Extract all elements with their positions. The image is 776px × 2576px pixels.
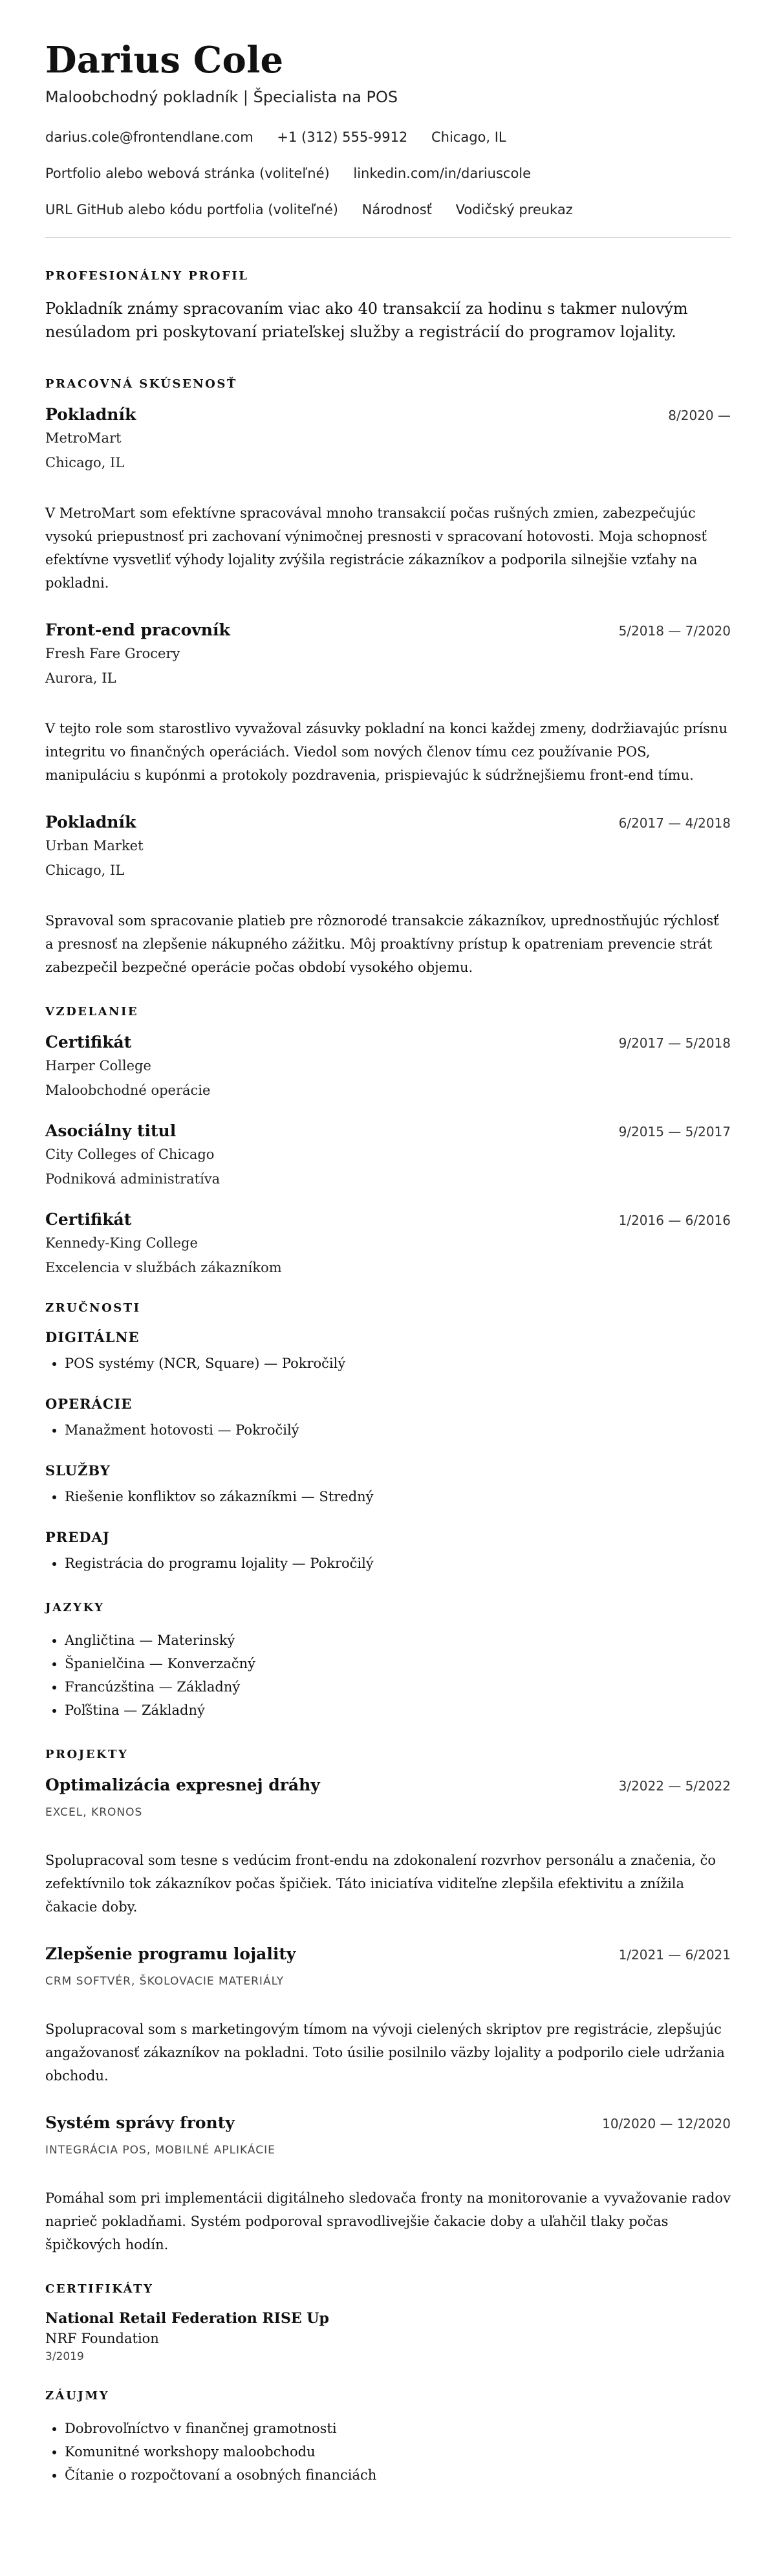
- skill-item: • Registrácia do programu lojality — Pokročilý: [65, 1552, 731, 1575]
- job-title: Pokladník: [45, 405, 136, 424]
- project-entry: [45, 1776, 731, 1919]
- education-entry: [45, 1033, 731, 1098]
- job-title: Front-end pracovník: [45, 621, 230, 639]
- project-tech: INTEGRÁCIA POS, MOBILNÉ APLIKÁCIE: [45, 2144, 275, 2157]
- experience-entry: [45, 813, 731, 979]
- project-description: Spolupracoval som tesne s vedúcim front-endu na zdokonalení rozvrhov personálu a značenia, čo zefektívnilo tok zákazníkov počas špičiek. Táto iniciatíva viditeľne zlepšila efektivitu a znížila čakacie doby.: [45, 1853, 717, 1915]
- linkedin-text: linkedin.com/in/dariuscole: [353, 166, 532, 181]
- location-text: Chicago, IL: [431, 129, 506, 145]
- candidate-headline: Maloobchodný pokladník | Špecialista na POS: [45, 88, 398, 106]
- degree-title: Certifikát: [45, 1210, 132, 1229]
- project-dates: 3/2022 — 5/2022: [618, 1778, 731, 1794]
- project-dates: 10/2020 — 12/2020: [602, 2116, 731, 2131]
- project-entry: [45, 1944, 731, 2087]
- certificates-heading: CERTIFIKÁTY: [45, 2282, 154, 2296]
- experience-entry: [45, 621, 731, 787]
- project-title: Systém správy fronty: [45, 2113, 235, 2132]
- project-title: Zlepšenie programu lojality: [45, 1944, 296, 1963]
- certificate-issuer: NRF Foundation: [45, 2331, 159, 2346]
- profile-heading: PROFESIONÁLNY PROFIL: [45, 269, 249, 283]
- certificates-section: [45, 2282, 731, 2363]
- education-heading: VZDELANIE: [45, 1005, 139, 1018]
- project-title: Optimalizácia expresnej dráhy: [45, 1776, 320, 1794]
- certificate-name: National Retail Federation RISE Up: [45, 2310, 329, 2327]
- experience-section: [45, 377, 731, 979]
- degree-dates: 1/2016 — 6/2016: [618, 1213, 731, 1228]
- degree-title: Certifikát: [45, 1033, 132, 1051]
- project-dates: 1/2021 — 6/2021: [618, 1947, 731, 1963]
- interest-list: [45, 2417, 731, 2487]
- skill-category: OPERÁCIE: [45, 1396, 133, 1412]
- school-name: Kennedy-King College: [45, 1235, 198, 1251]
- skill-category: PREDAJ: [45, 1529, 110, 1545]
- experience-heading: PRACOVNÁ SKÚSENOSŤ: [45, 377, 237, 391]
- degree-dates: 9/2015 — 5/2017: [618, 1124, 731, 1139]
- skill-list: [45, 1352, 731, 1375]
- experience-entry: [45, 405, 731, 595]
- interests-section: [45, 2389, 731, 2487]
- language-list: [45, 1629, 731, 1722]
- contact-row-3: [45, 201, 731, 219]
- language-item: • Poľština — Základný: [65, 1699, 731, 1722]
- candidate-name: Darius Cole: [45, 39, 284, 82]
- degree-field: Maloobchodné operácie: [45, 1083, 211, 1098]
- interest-item: • Komunitné workshopy maloobchodu: [65, 2440, 731, 2463]
- job-company: MetroMart: [45, 430, 122, 446]
- languages-heading: JAZYKY: [45, 1601, 105, 1614]
- job-location: Chicago, IL: [45, 863, 125, 878]
- school-name: Harper College: [45, 1058, 151, 1073]
- skill-category: SLUŽBY: [45, 1462, 111, 1479]
- projects-heading: PROJEKTY: [45, 1748, 129, 1761]
- portfolio-text: Portfolio alebo webová stránka (voliteľné): [45, 166, 330, 181]
- interest-item: • Dobrovoľníctvo v finančnej gramotnosti: [65, 2417, 731, 2440]
- education-entry: [45, 1210, 731, 1275]
- job-dates: 5/2018 — 7/2020: [618, 623, 731, 639]
- skills-section: [45, 1301, 731, 1575]
- phone-text: +1 (312) 555-9912: [277, 129, 408, 145]
- project-entry: [45, 2113, 731, 2256]
- language-item: • Francúzština — Základný: [65, 1675, 731, 1699]
- degree-field: Excelencia v službách zákazníkom: [45, 1260, 282, 1275]
- license-text: Vodičský preukaz: [455, 202, 573, 217]
- degree-title: Asociálny titul: [45, 1121, 177, 1140]
- contact-row-2: [45, 164, 731, 182]
- job-dates: 6/2017 — 4/2018: [618, 815, 731, 831]
- certificate-date: 3/2019: [45, 2350, 84, 2363]
- skill-item: • Riešenie konfliktov so zákazníkmi — Stredný: [65, 1485, 731, 1508]
- projects-section: [45, 1748, 731, 2256]
- skill-item: • Manažment hotovosti — Pokročilý: [65, 1418, 731, 1442]
- project-tech: CRM SOFTVÉR, ŠKOLOVACIE MATERIÁLY: [45, 1975, 285, 1988]
- skills-heading: ZRUČNOSTI: [45, 1301, 141, 1315]
- school-name: City Colleges of Chicago: [45, 1147, 215, 1162]
- skill-category: DIGITÁLNE: [45, 1329, 140, 1345]
- skill-list: [45, 1552, 731, 1575]
- skill-list: [45, 1485, 731, 1508]
- job-dates: 8/2020 —: [668, 408, 731, 423]
- language-item: • Angličtina — Materinský: [65, 1629, 731, 1652]
- project-description: Spolupracoval som s marketingovým tímom na vývoji cielených skriptov pre registrácie, zlepšujúc angažovanosť zákazníkov na pokladni. Toto úsilie posilnilo väzby lojality a podporilo ciele udržania obchodu.: [45, 2021, 725, 2084]
- header-divider: [45, 237, 731, 238]
- interests-heading: ZÁUJMY: [45, 2389, 110, 2403]
- certificate-entry: [45, 2310, 731, 2363]
- job-description: V MetroMart som efektívne spracovával mnoho transakcií počas rušných zmien, zabezpečujúc vysokú priepustnosť pri zachovaní výnimočnej presnosti v spracovaní hotovosti. Moja schopnosť efektívne vysvetliť výhody lojality zvýšila registrácie zákazníkov a podporila silnejšie vzťahy na pokladni.: [45, 505, 707, 591]
- job-location: Aurora, IL: [45, 670, 116, 686]
- job-company: Fresh Fare Grocery: [45, 646, 180, 661]
- contact-row-1: [45, 128, 731, 146]
- skill-item: • POS systémy (NCR, Square) — Pokročilý: [65, 1352, 731, 1375]
- languages-section: [45, 1601, 731, 1722]
- profile-text: Pokladník známy spracovaním viac ako 40 transakcií za hodinu s takmer nulovým nesúladom pri poskytovaní priateľskej služby a registrácií do programov lojality.: [45, 300, 688, 341]
- project-tech: EXCEL, KRONOS: [45, 1806, 143, 1819]
- nationality-text: Národnosť: [361, 202, 432, 217]
- job-company: Urban Market: [45, 838, 144, 853]
- interest-item: • Čítanie o rozpočtovaní a osobných financiách: [65, 2463, 731, 2487]
- degree-dates: 9/2017 — 5/2018: [618, 1035, 731, 1051]
- job-location: Chicago, IL: [45, 455, 125, 470]
- education-section: [45, 1005, 731, 1275]
- project-description: Pomáhal som pri implementácii digitálneho sledovača fronty na monitorovanie a vyvažovanie radov naprieč pokladňami. Systém podporoval spravodlivejšie čakacie doby a uľahčil tlaky počas špičkových hodín.: [45, 2190, 731, 2252]
- profile-section: [45, 269, 731, 344]
- education-entry: [45, 1121, 731, 1187]
- job-description: Spravoval som spracovanie platieb pre rôznorodé transakcie zákazníkov, uprednostňujúc rýchlosť a presnosť na zlepšenie nákupného zážitku. Môj proaktívny prístup k opatreniam prevencie strát zabezpečil bezpečné operácie počas období vysokého objemu.: [45, 913, 719, 975]
- degree-field: Podniková administratíva: [45, 1171, 221, 1187]
- github-text: URL GitHub alebo kódu portfolia (voliteľné): [45, 202, 338, 217]
- skill-list: [45, 1418, 731, 1442]
- job-description: V tejto role som starostlivo vyvažoval zásuvky pokladní na konci každej zmeny, dodržiavajúc prísnu integritu vo finančných operáciách. Viedol som nových členov tímu cez používanie POS, manipuláciu s kupónmi a protokoly pozdravenia, prispievajúc k súdržnejšiemu front-end tímu.: [45, 721, 727, 783]
- email-text: darius.cole@frontendlane.com: [45, 129, 253, 145]
- job-title: Pokladník: [45, 813, 136, 831]
- language-item: • Španielčina — Konverzačný: [65, 1652, 731, 1675]
